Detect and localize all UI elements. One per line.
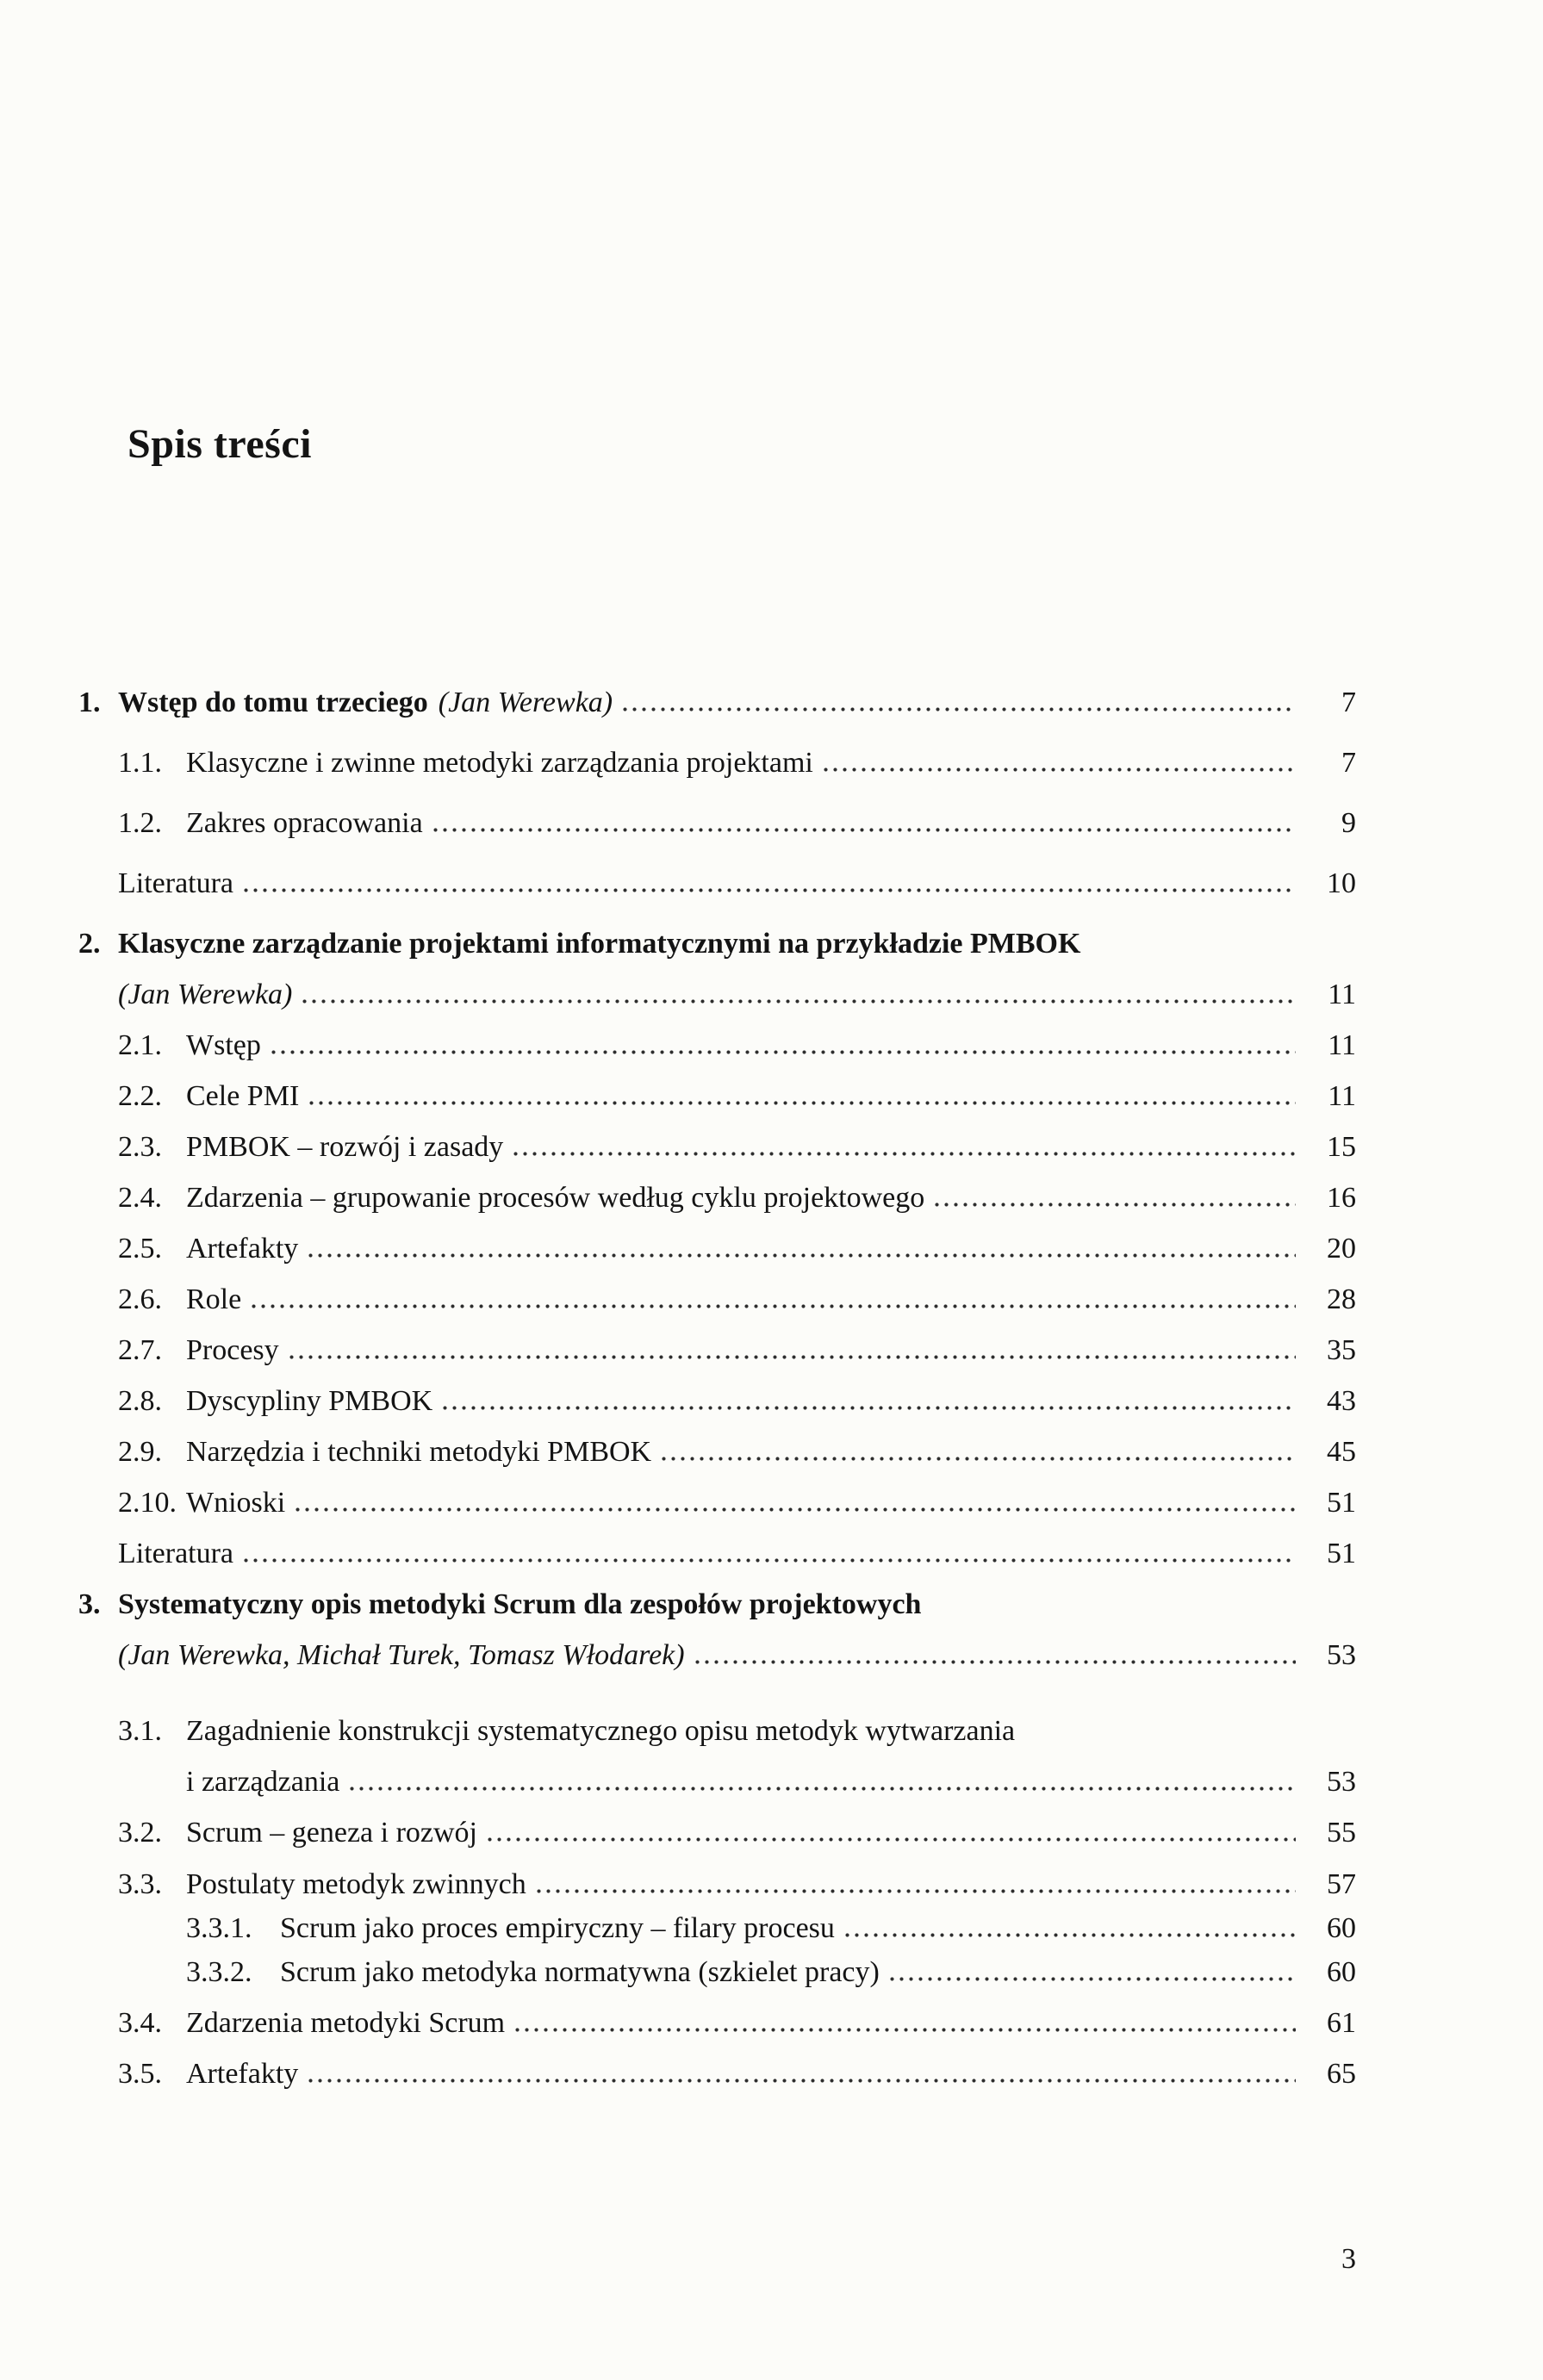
dot-leader: [296, 1507, 1296, 1512]
entry-number: 2.: [78, 928, 101, 960]
dot-leader: [252, 1304, 1296, 1308]
entry-number: 3.5.: [118, 2058, 162, 2090]
entry-number: 3.1.: [118, 1715, 162, 1747]
entry-number: 2.3.: [118, 1131, 162, 1163]
entry-page: 7: [1341, 747, 1356, 779]
entry-title: PMBOK – rozwój i zasady: [186, 1131, 504, 1163]
toc-entry-2-2: [78, 1077, 1356, 1116]
toc-entry-1-1: [78, 743, 1356, 783]
entry-authors: (Jan Werewka): [438, 687, 613, 718]
entry-title: Literatura: [118, 867, 234, 899]
entry-title: Zdarzenia – grupowanie procesów według cyklu projektowego: [186, 1182, 925, 1214]
entry-title: Scrum jako metodyka normatywna (szkielet pracy): [280, 1956, 880, 1988]
entry-number: 2.9.: [118, 1436, 162, 1468]
dot-leader: [308, 2079, 1296, 2083]
toc-entry-1-2: [78, 804, 1356, 843]
dot-leader: [695, 1660, 1296, 1664]
entry-title: Scrum jako proces empiryczny – filary procesu: [280, 1912, 835, 1944]
entry-title: Dyscypliny PMBOK: [186, 1385, 433, 1417]
dot-leader: [845, 1933, 1296, 1937]
entry-number: 1.1.: [118, 747, 162, 779]
dot-leader: [537, 1889, 1296, 1893]
entry-page: 28: [1327, 1283, 1356, 1315]
entry-page: 16: [1327, 1182, 1356, 1214]
entry-title: Role: [186, 1283, 242, 1315]
toc-entry-3-3-1: [78, 1909, 1356, 1948]
entry-number: 3.3.2.: [186, 1956, 252, 1988]
entry-title: Systematyczny opis metodyki Scrum dla zespołów projektowych: [118, 1588, 922, 1620]
entry-page: 51: [1327, 1487, 1356, 1519]
page-title: Spis treści: [128, 421, 312, 467]
toc-entry-literatura-2: [78, 1534, 1356, 1574]
toc-entry-3-3: [78, 1865, 1356, 1905]
entry-title: Wstęp do tomu trzeciego: [118, 687, 428, 718]
entry-title: Klasyczne zarządzanie projektami informatycznymi na przykładzie PMBOK: [118, 928, 1081, 960]
entry-page: 15: [1327, 1131, 1356, 1163]
entry-page: 43: [1327, 1385, 1356, 1417]
toc-entry-2-1: [78, 1026, 1356, 1066]
entry-title: Narzędzia i techniki metodyki PMBOK: [186, 1436, 652, 1468]
entry-page: 57: [1327, 1868, 1356, 1900]
entry-title: Zdarzenia metodyki Scrum: [186, 2007, 506, 2039]
entry-number: 2.10.: [118, 1487, 177, 1519]
entry-page: 11: [1328, 1029, 1356, 1061]
entry-title: Wstęp: [186, 1029, 261, 1061]
entry-title: Cele PMI: [186, 1080, 300, 1112]
entry-title: Zakres opracowania: [186, 807, 423, 839]
entry-page: 53: [1327, 1639, 1356, 1671]
toc-entry-2-7: [78, 1331, 1356, 1370]
dot-leader: [308, 1253, 1296, 1258]
toc-entry-2-4: [78, 1178, 1356, 1218]
toc-entry-ch3-title: [78, 1585, 1356, 1625]
toc-entry-ch2-title: [78, 924, 1356, 964]
dot-leader: [623, 707, 1296, 712]
toc-entry-literatura-1: [78, 864, 1356, 904]
toc-entry-2-8: [78, 1382, 1356, 1421]
dot-leader: [443, 1406, 1296, 1410]
toc-entry-3-4: [78, 2004, 1356, 2043]
entry-number: 2.2.: [118, 1080, 162, 1112]
entry-title: Wnioski: [186, 1487, 286, 1519]
entry-page: 60: [1327, 1912, 1356, 1944]
entry-title: Literatura: [118, 1538, 234, 1569]
entry-number: 2.4.: [118, 1182, 162, 1214]
dot-leader: [244, 888, 1296, 892]
entry-page: 51: [1327, 1538, 1356, 1569]
toc-entry-3-1-line2: [78, 1762, 1356, 1802]
entry-page: 55: [1327, 1817, 1356, 1849]
entry-number: 3.3.: [118, 1868, 162, 1900]
entry-page: 20: [1327, 1233, 1356, 1265]
entry-number: 3.: [78, 1588, 101, 1620]
toc-entry-3-2: [78, 1813, 1356, 1853]
entry-title: Klasyczne i zwinne metodyki zarządzania projektami: [186, 747, 813, 779]
entry-page: 9: [1341, 807, 1356, 839]
entry-page: 35: [1327, 1334, 1356, 1366]
toc-entry-3-5: [78, 2054, 1356, 2094]
toc-entry-2-5: [78, 1229, 1356, 1269]
toc-entry-3-3-2: [78, 1953, 1356, 1992]
entry-title: Artefakty: [186, 2058, 299, 2090]
dot-leader: [890, 1977, 1296, 1981]
entry-number: 3.2.: [118, 1817, 162, 1849]
entry-page: 61: [1327, 2007, 1356, 2039]
entry-number: 2.5.: [118, 1233, 162, 1265]
entry-number: 2.7.: [118, 1334, 162, 1366]
dot-leader: [271, 1050, 1296, 1054]
dot-leader: [513, 1152, 1296, 1156]
page-content: [78, 420, 1356, 2105]
dot-leader: [824, 767, 1296, 772]
entry-title-continuation: i zarządzania: [186, 1766, 340, 1798]
dot-leader: [244, 1558, 1296, 1563]
toc-entry-2-6: [78, 1280, 1356, 1320]
toc-entry-ch3-authors: [78, 1636, 1356, 1675]
entry-number: 2.1.: [118, 1029, 162, 1061]
toc-entry-ch1: [78, 683, 1356, 723]
dot-leader: [433, 828, 1296, 832]
entry-number: 1.2.: [118, 807, 162, 839]
dot-leader: [302, 999, 1296, 1004]
toc-entry-2-9: [78, 1432, 1356, 1472]
dot-leader: [662, 1457, 1296, 1461]
toc-entry-2-3: [78, 1128, 1356, 1167]
entry-authors: (Jan Werewka): [118, 979, 293, 1010]
entry-title: Zagadnienie konstrukcji systematycznego opisu metodyk wytwarzania: [186, 1715, 1016, 1747]
entry-page: 11: [1328, 1080, 1356, 1112]
dot-leader: [488, 1837, 1296, 1842]
entry-title: Artefakty: [186, 1233, 299, 1265]
entry-page: 65: [1327, 2058, 1356, 2090]
entry-number: 2.8.: [118, 1385, 162, 1417]
toc-entry-2-10: [78, 1483, 1356, 1523]
entry-page: 10: [1327, 867, 1356, 899]
toc-entry-ch2-authors: [78, 975, 1356, 1015]
entry-title: Scrum – geneza i rozwój: [186, 1817, 477, 1849]
entry-page: 60: [1327, 1956, 1356, 1988]
entry-number: 2.6.: [118, 1283, 162, 1315]
dot-leader: [515, 2028, 1296, 2032]
page-number: 3: [1341, 2243, 1356, 2275]
dot-leader: [289, 1355, 1296, 1359]
entry-authors: (Jan Werewka, Michał Turek, Tomasz Włodarek): [118, 1639, 685, 1671]
dot-leader: [309, 1101, 1296, 1105]
entry-page: 53: [1327, 1766, 1356, 1798]
entry-number: 1.: [78, 687, 101, 718]
dot-leader: [350, 1787, 1296, 1791]
entry-page: 11: [1328, 979, 1356, 1010]
entry-page: 7: [1341, 687, 1356, 718]
dot-leader: [935, 1202, 1296, 1207]
entry-title: Procesy: [186, 1334, 279, 1366]
entry-number: 3.4.: [118, 2007, 162, 2039]
entry-title: Postulaty metodyk zwinnych: [186, 1868, 526, 1900]
toc-entry-3-1-line1: [78, 1712, 1356, 1751]
table-of-contents: [78, 683, 1356, 2094]
entry-page: 45: [1327, 1436, 1356, 1468]
entry-number: 3.3.1.: [186, 1912, 252, 1944]
